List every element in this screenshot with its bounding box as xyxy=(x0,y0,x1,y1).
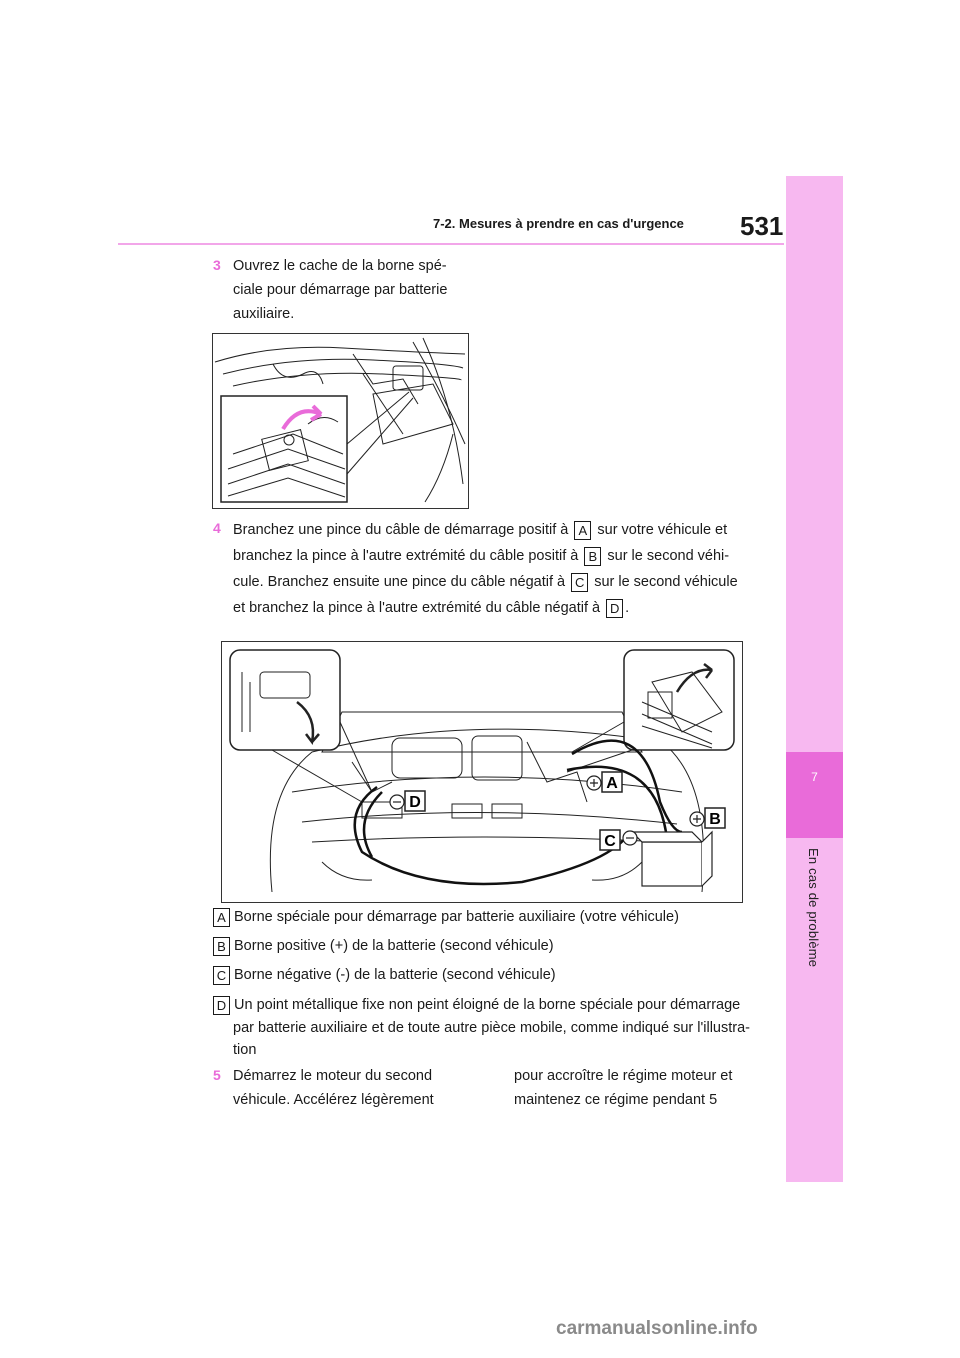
step-5-continued xyxy=(514,1064,774,1112)
step-text: sur le second véhicule xyxy=(594,574,738,590)
section-title: 7-2. Mesures à prendre en cas d'urgence xyxy=(433,216,684,231)
engine-bay-illustration xyxy=(213,334,468,508)
chapter-number-block xyxy=(786,752,843,838)
step-text-line: véhicule. Accélérez légèrement xyxy=(233,1092,434,1108)
step-number: 3 xyxy=(213,257,221,273)
chapter-label: En cas de problème xyxy=(806,848,821,968)
step-text: sur votre véhicule et xyxy=(597,522,728,538)
label-box-d: D xyxy=(213,996,230,1015)
legend-text: Borne positive (+) de la batterie (second véhicule) xyxy=(234,938,554,954)
marker-d xyxy=(390,791,425,811)
legend-item-d xyxy=(213,993,740,1017)
label-box-a: A xyxy=(213,908,230,927)
label-box-d: D xyxy=(606,599,623,618)
watermark: carmanualsonline.info xyxy=(556,1318,758,1339)
chapter-number: 7 xyxy=(811,770,818,784)
legend-text: Borne négative (-) de la batterie (second véhicule) xyxy=(234,967,556,983)
label-box-a: A xyxy=(574,521,591,540)
step-text: et branchez la pince à l'autre extrémité du câble négatif à xyxy=(233,600,601,616)
label-box-c: C xyxy=(571,573,588,592)
step-text: . xyxy=(625,600,630,616)
legend-text: tion xyxy=(233,1042,257,1058)
label-box-b: B xyxy=(584,547,601,566)
step-text-line: ciale pour démarrage par batterie xyxy=(233,282,448,298)
step-number: 4 xyxy=(213,520,221,536)
marker-a-label: A xyxy=(606,775,618,792)
step-text: cule. Branchez ensuite une pince du câble négatif à xyxy=(233,574,566,590)
step-text-line: Ouvrez le cache de la borne spé- xyxy=(233,258,447,274)
marker-c xyxy=(600,830,637,850)
label-box-b: B xyxy=(213,937,230,956)
step-text: branchez la pince à l'autre extrémité du câble positif à xyxy=(233,548,579,564)
legend-text: Un point métallique fixe non peint éloigné de la borne spéciale pour démarrage xyxy=(234,997,741,1013)
page-number: 531 xyxy=(740,211,784,241)
legend-text: par batterie auxiliaire et de toute autre pièce mobile, comme indiqué sur l'illustra- xyxy=(233,1020,750,1036)
figure-cover-opening xyxy=(212,333,469,509)
chapter-side-tab xyxy=(786,176,843,1182)
step-text-line: maintenez ce régime pendant 5 xyxy=(514,1092,718,1108)
marker-d-label: D xyxy=(409,794,421,811)
figure-jump-start xyxy=(221,641,743,903)
step-number: 5 xyxy=(213,1067,221,1083)
marker-b xyxy=(690,808,725,828)
marker-b-label: B xyxy=(709,811,721,828)
step-text-line: pour accroître le régime moteur et xyxy=(514,1068,733,1084)
marker-c-label: C xyxy=(604,833,616,850)
legend-text: Borne spéciale pour démarrage par batterie auxiliaire (votre véhicule) xyxy=(234,909,679,925)
step-text: sur le second véhi- xyxy=(607,548,730,564)
step-text: Branchez une pince du câble de démarrage positif à xyxy=(233,522,569,538)
jump-start-illustration xyxy=(222,642,742,902)
label-box-c: C xyxy=(213,966,230,985)
legend-item-b xyxy=(213,934,554,958)
marker-a xyxy=(587,772,622,792)
legend-item-a xyxy=(213,905,679,929)
legend-item-c xyxy=(213,963,556,987)
step-text-line: auxiliaire. xyxy=(233,306,295,322)
header-rule xyxy=(118,243,784,245)
step-text-line: Démarrez le moteur du second xyxy=(233,1068,433,1084)
